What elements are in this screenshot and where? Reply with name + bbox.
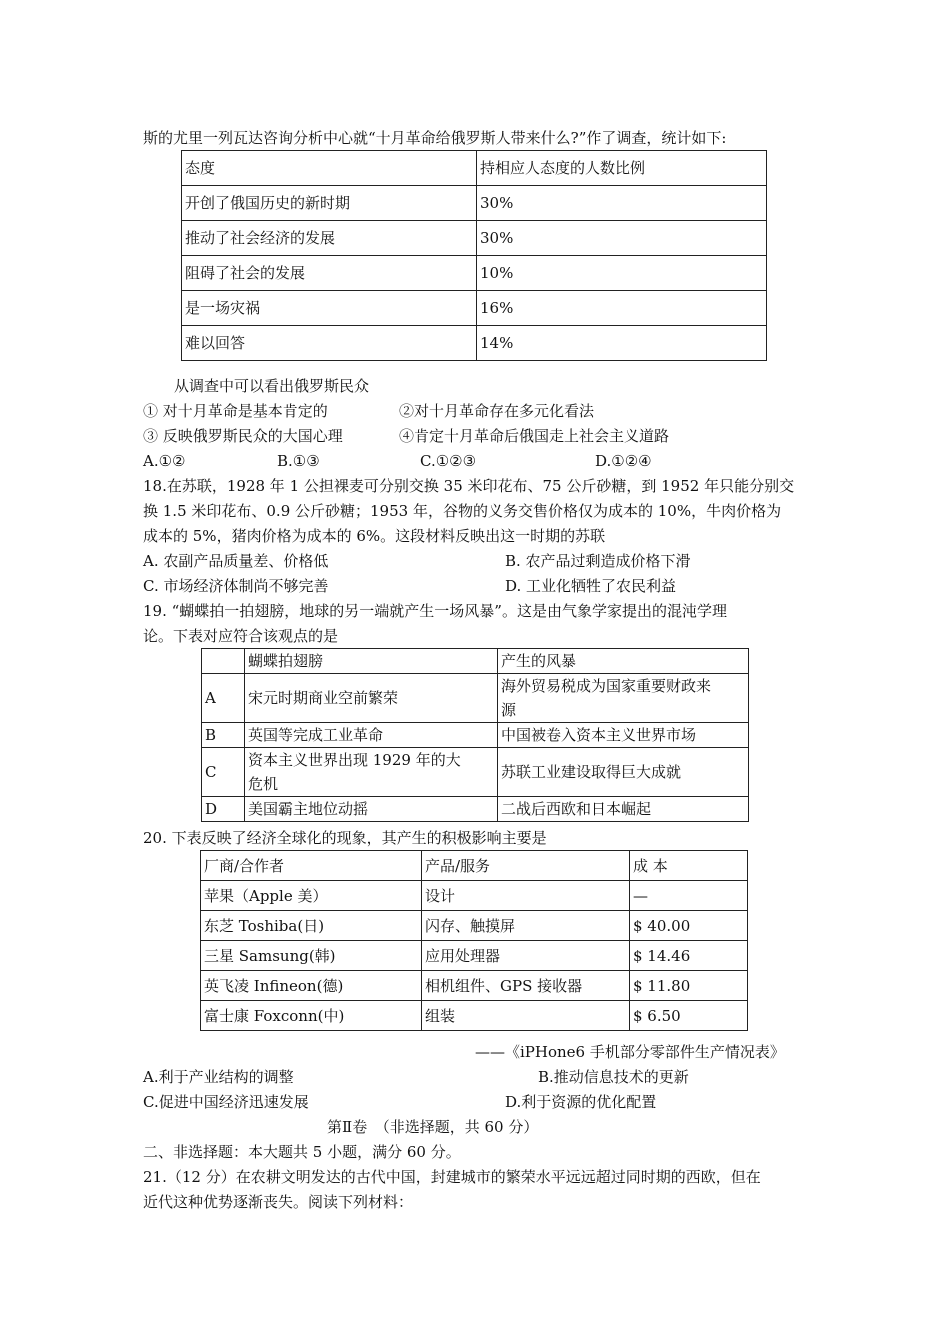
table-cell: 美国霸主地位动摇	[245, 797, 498, 822]
table-row	[182, 186, 767, 221]
table-row	[182, 221, 767, 256]
table-cell	[498, 674, 749, 723]
q17-stem: 从调查中可以看出俄罗斯民众	[174, 377, 370, 395]
q18-option-c: C. 市场经济体制尚不够完善	[143, 577, 329, 595]
q18-option-d: D. 工业化牺牲了农民利益	[505, 577, 677, 595]
table-header-cell: 态度	[182, 151, 477, 186]
q17-item-4: ④肯定十月革命后俄国走上社会主义道路	[399, 427, 670, 445]
table-header-row	[182, 151, 767, 186]
cell-line: 危机	[248, 775, 279, 793]
table-cell: 16%	[477, 291, 767, 326]
table-cell: $ 6.50	[630, 1001, 748, 1031]
q21-line-2: 近代这种优势逐渐丧失。阅读下列材料：	[143, 1193, 414, 1211]
table-row	[182, 326, 767, 361]
table-cell: 阻碍了社会的发展	[182, 256, 477, 291]
table-cell: 相机组件、GPS 接收器	[422, 971, 630, 1001]
table-cell: 是一场灾祸	[182, 291, 477, 326]
table-cell: 东芝 Toshiba(日)	[201, 911, 422, 941]
table-cell: —	[630, 881, 748, 911]
q21-line-1: 21.（12 分）在农耕文明发达的古代中国，封建城市的繁荣水平远远超过同时期的西欧，但在	[143, 1168, 761, 1186]
table-cell: 14%	[477, 326, 767, 361]
q17-option-d: D.①②④	[595, 452, 652, 470]
table-header-cell: 蝴蝶拍翅膀	[245, 649, 498, 674]
table-cell: B	[202, 723, 245, 748]
cell-line: 资本主义世界出现 1929 年的大	[248, 751, 461, 769]
table-cell: 设计	[422, 881, 630, 911]
table-cell: C	[202, 748, 245, 797]
table-row	[201, 971, 748, 1001]
q17-option-c: C.①②③	[420, 452, 477, 470]
table-cell: 30%	[477, 186, 767, 221]
table-cell: 30%	[477, 221, 767, 256]
table-cell: 组装	[422, 1001, 630, 1031]
q18-line-1: 18.在苏联，1928 年 1 公担裸麦可分别交换 35 米印花布、75 公斤砂糖，到 1952 年只能分别交	[143, 477, 795, 495]
iphone-parts-table	[200, 850, 748, 1031]
table-cell: 10%	[477, 256, 767, 291]
table-row	[201, 881, 748, 911]
table-cell: D	[202, 797, 245, 822]
q17-option-a: A.①②	[143, 452, 186, 470]
q20-option-d: D.利于资源的优化配置	[505, 1093, 657, 1111]
table-cell: $ 40.00	[630, 911, 748, 941]
q20-option-a: A.利于产业结构的调整	[143, 1068, 294, 1086]
q18-line-2: 换 1.5 米印花布、0.9 公斤砂糖；1953 年，谷物的义务交售价格仅为成本的 10%，牛肉价格为	[143, 502, 782, 520]
table-row	[201, 911, 748, 941]
table-source: ——《iPHone6 手机部分零部件生产情况表》	[475, 1043, 785, 1061]
q19-line-2: 论。下表对应符合该观点的是	[143, 627, 339, 645]
table-cell: 英国等完成工业革命	[245, 723, 498, 748]
table-cell: 苹果（Apple 美）	[201, 881, 422, 911]
table-cell	[245, 748, 498, 797]
q19-line-1: 19. “蝴蝶拍一拍翅膀，地球的另一端就产生一场风暴”。这是由气象学家提出的混沌学理	[143, 602, 727, 620]
table-cell: 开创了俄国历史的新时期	[182, 186, 477, 221]
table-header-cell	[202, 649, 245, 674]
table-cell: $ 11.80	[630, 971, 748, 1001]
q18-option-b: B. 农产品过剩造成价格下滑	[505, 552, 691, 570]
cell-line: 源	[501, 701, 517, 719]
q17-item-3: ③ 反映俄罗斯民众的大国心理	[143, 427, 343, 445]
table-cell: $ 14.46	[630, 941, 748, 971]
table-cell: 宋元时期商业空前繁荣	[245, 674, 498, 723]
cell-line: 海外贸易税成为国家重要财政来	[501, 677, 712, 695]
table-cell: 英飞凌 Infineon(德)	[201, 971, 422, 1001]
table-cell: 推动了社会经济的发展	[182, 221, 477, 256]
table-header-cell: 持相应人态度的人数比例	[477, 151, 767, 186]
intro-line: 斯的尤里一列瓦达咨询分析中心就“十月革命给俄罗斯人带来什么?”作了调查，统计如下:	[143, 129, 727, 147]
table-cell: 应用处理器	[422, 941, 630, 971]
table-row	[202, 674, 749, 723]
part-2-title: 第Ⅱ卷 （非选择题，共 60 分）	[327, 1118, 539, 1136]
q20-option-c: C.促进中国经济迅速发展	[143, 1093, 309, 1111]
table-cell: 闪存、触摸屏	[422, 911, 630, 941]
table-cell: 二战后西欧和日本崛起	[498, 797, 749, 822]
table-row	[201, 1001, 748, 1031]
table-cell: 富士康 Foxconn(中)	[201, 1001, 422, 1031]
table-header-cell: 产品/服务	[422, 851, 630, 881]
q20-stem: 20. 下表反映了经济全球化的现象，其产生的积极影响主要是	[143, 829, 547, 847]
q18-line-3: 成本的 5%，猪肉价格为成本的 6%。这段材料反映出这一时期的苏联	[143, 527, 606, 545]
table-row	[182, 256, 767, 291]
table-header-cell: 成 本	[630, 851, 748, 881]
table-header-row	[202, 649, 749, 674]
table-header-row	[201, 851, 748, 881]
q17-option-b: B.①③	[277, 452, 320, 470]
survey-table	[181, 150, 767, 361]
table-row	[202, 797, 749, 822]
table-header-cell: 产生的风暴	[498, 649, 749, 674]
table-cell: 难以回答	[182, 326, 477, 361]
table-row	[182, 291, 767, 326]
q17-item-1: ① 对十月革命是基本肯定的	[143, 402, 328, 420]
q18-option-a: A. 农副产品质量差、价格低	[143, 552, 329, 570]
table-cell: 三星 Samsung(韩)	[201, 941, 422, 971]
table-row	[202, 748, 749, 797]
q20-option-b: B.推动信息技术的更新	[538, 1068, 689, 1086]
table-header-cell: 厂商/合作者	[201, 851, 422, 881]
table-cell: 中国被卷入资本主义世界市场	[498, 723, 749, 748]
table-cell: 苏联工业建设取得巨大成就	[498, 748, 749, 797]
part-2-instructions: 二、非选择题：本大题共 5 小题，满分 60 分。	[143, 1143, 461, 1161]
table-row	[201, 941, 748, 971]
table-cell: A	[202, 674, 245, 723]
butterfly-table	[201, 648, 749, 822]
q17-item-2: ②对十月革命存在多元化看法	[399, 402, 595, 420]
table-row	[202, 723, 749, 748]
